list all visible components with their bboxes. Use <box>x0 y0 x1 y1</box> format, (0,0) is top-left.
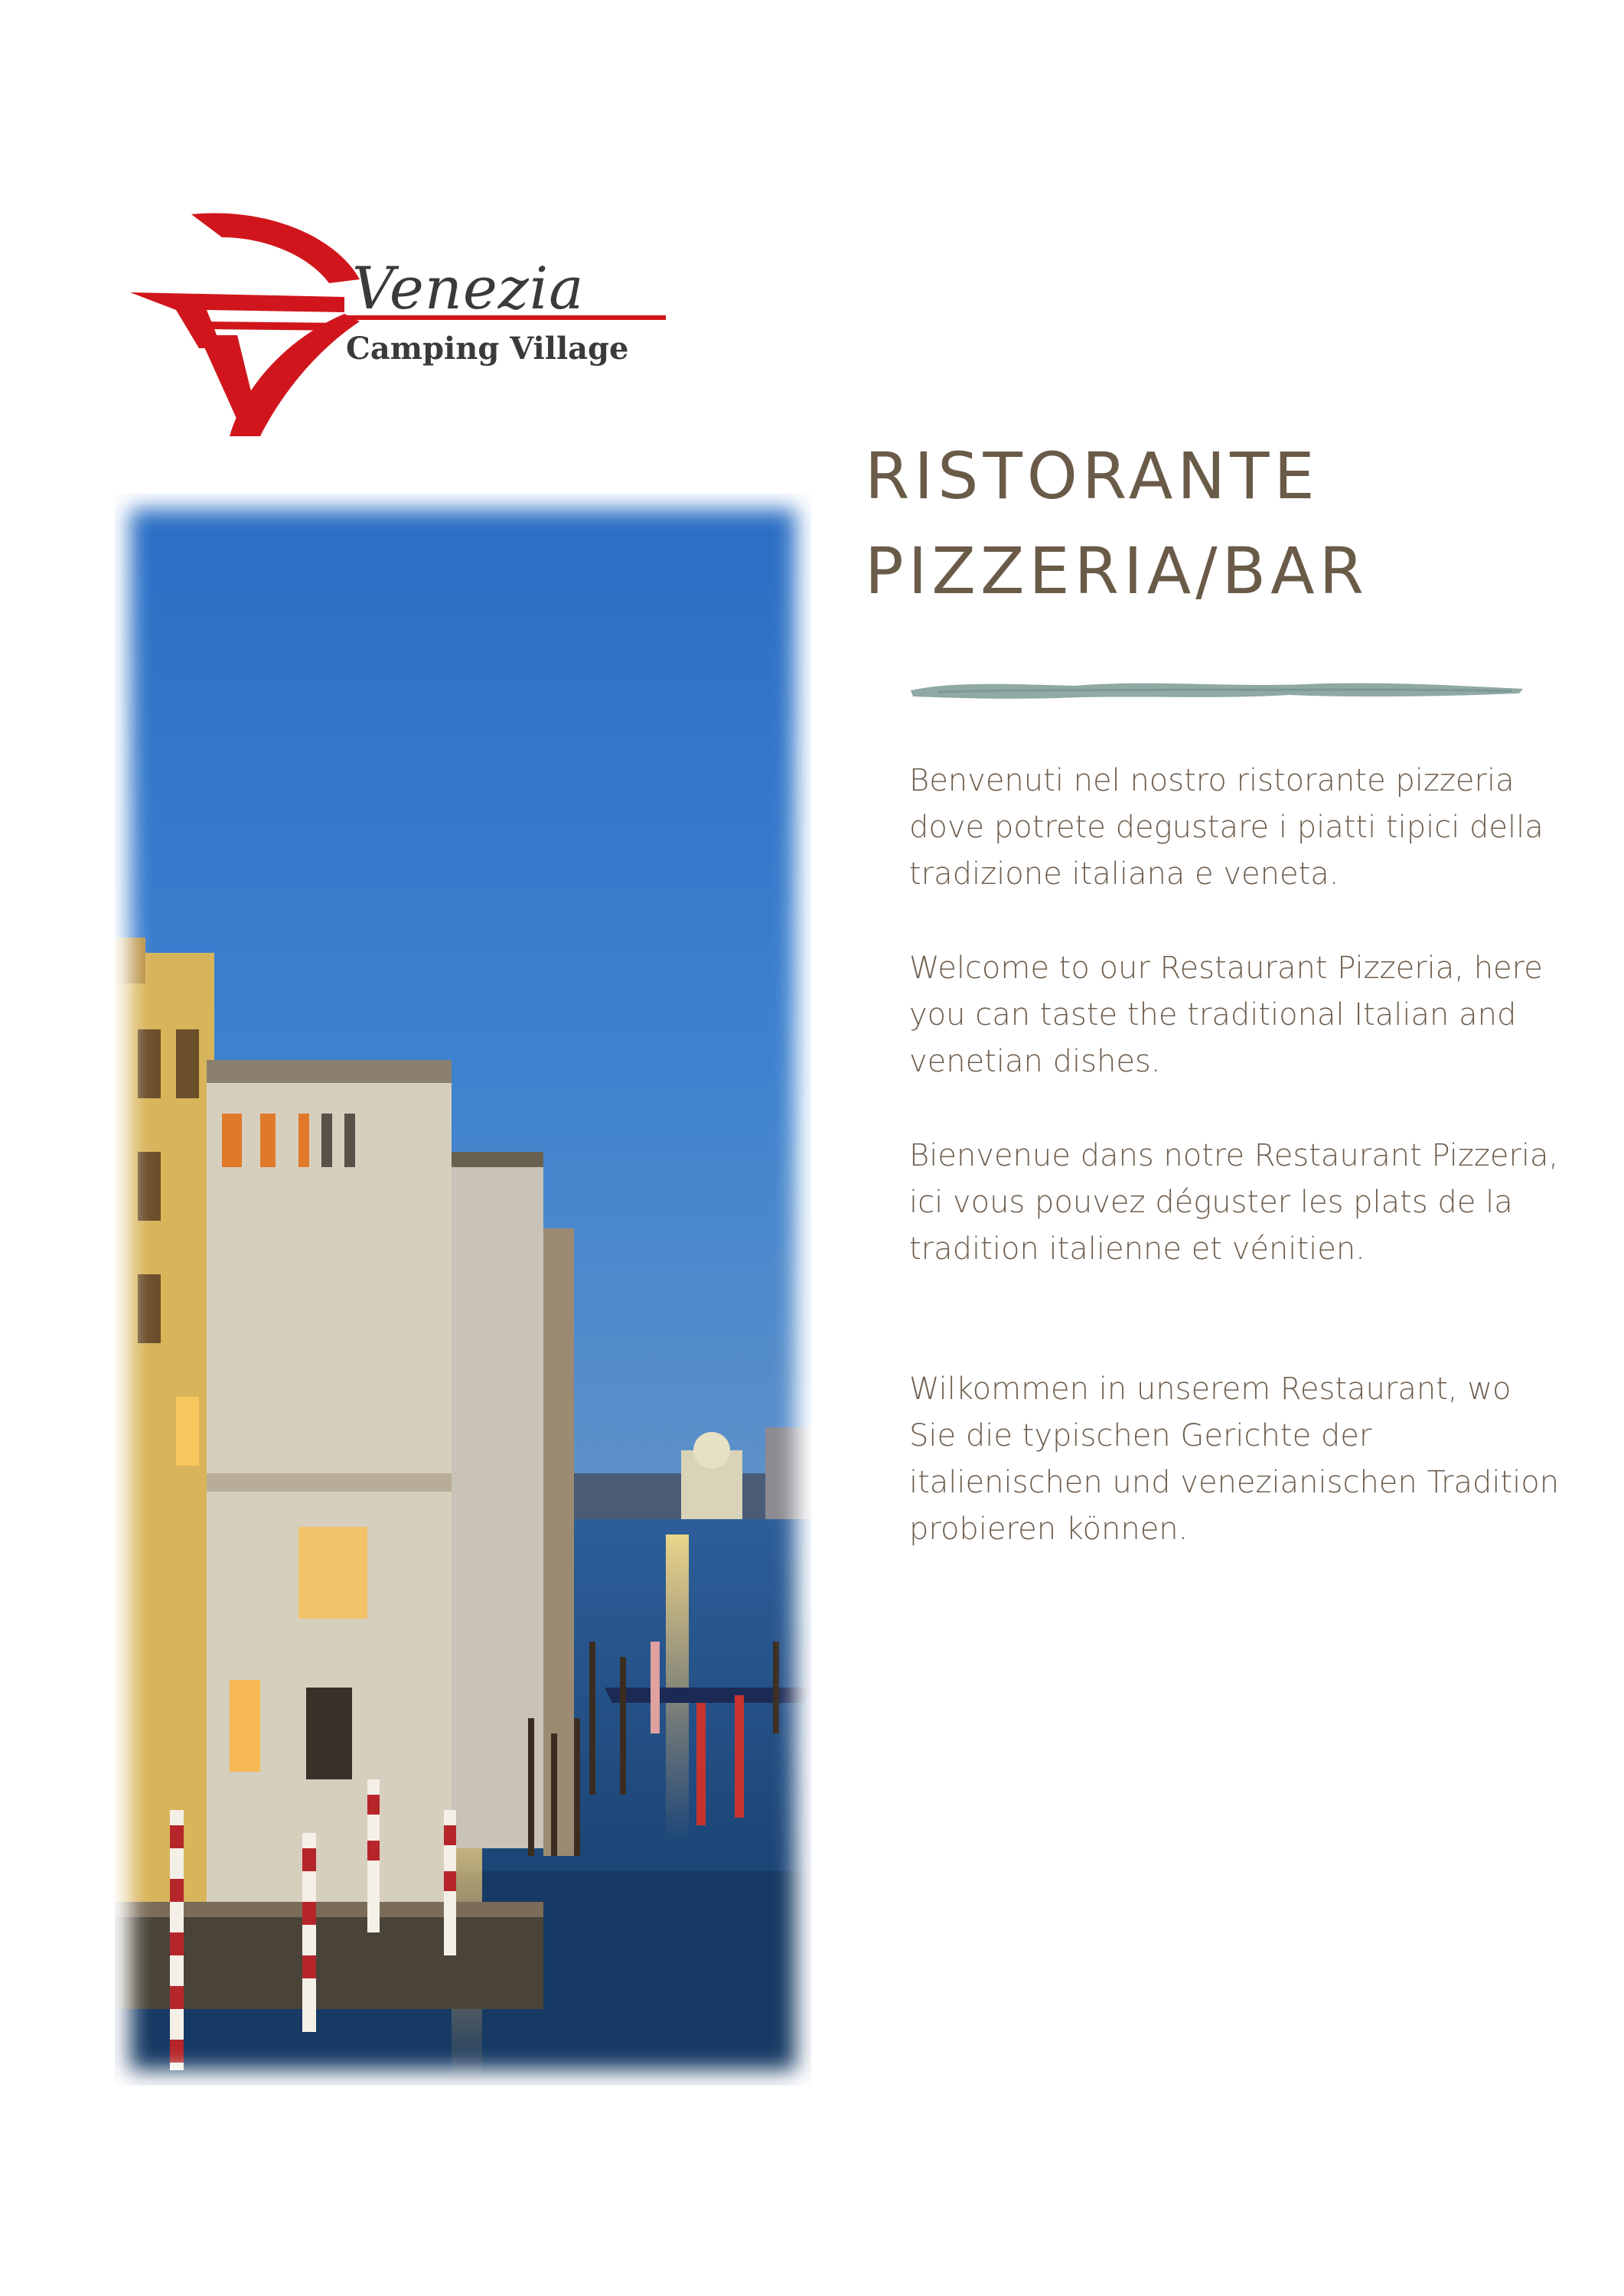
logo-subtitle-text: Camping Village <box>346 331 629 367</box>
paragraph-german: Wilkommen in unserem Restaurant, wo Sie die typischen Gerichte der italienischen und venezianischen Tradition probieren können. <box>909 1371 1560 1547</box>
venice-grand-canal-photo-icon <box>115 494 811 2086</box>
logo-brand-text: Venezia <box>352 254 585 322</box>
paragraph-english: Welcome to our Restaurant Pizzeria, here you can taste the traditional Italian and venetian dishes. <box>909 951 1543 1079</box>
title-line-2: PIZZERIA/BAR <box>865 533 1368 608</box>
venice-canal-photo <box>115 494 811 2086</box>
page-title <box>865 429 1554 618</box>
paragraph-italian: Benvenuti nel nostro ristorante pizzeria dove potrete degustare i piatti tipici della tradizione italiana e veneta. <box>909 763 1544 892</box>
title-line-1: RISTORANTE <box>865 439 1319 514</box>
brush-stroke-divider-icon <box>907 675 1527 706</box>
venezia-logo <box>115 207 666 444</box>
venezia-logo-mark-icon <box>115 207 666 444</box>
paragraph-french: Bienvenue dans notre Restaurant Pizzeria, ici vous pouvez déguster les plats de la tradition italienne et vénitien. <box>909 1138 1559 1267</box>
